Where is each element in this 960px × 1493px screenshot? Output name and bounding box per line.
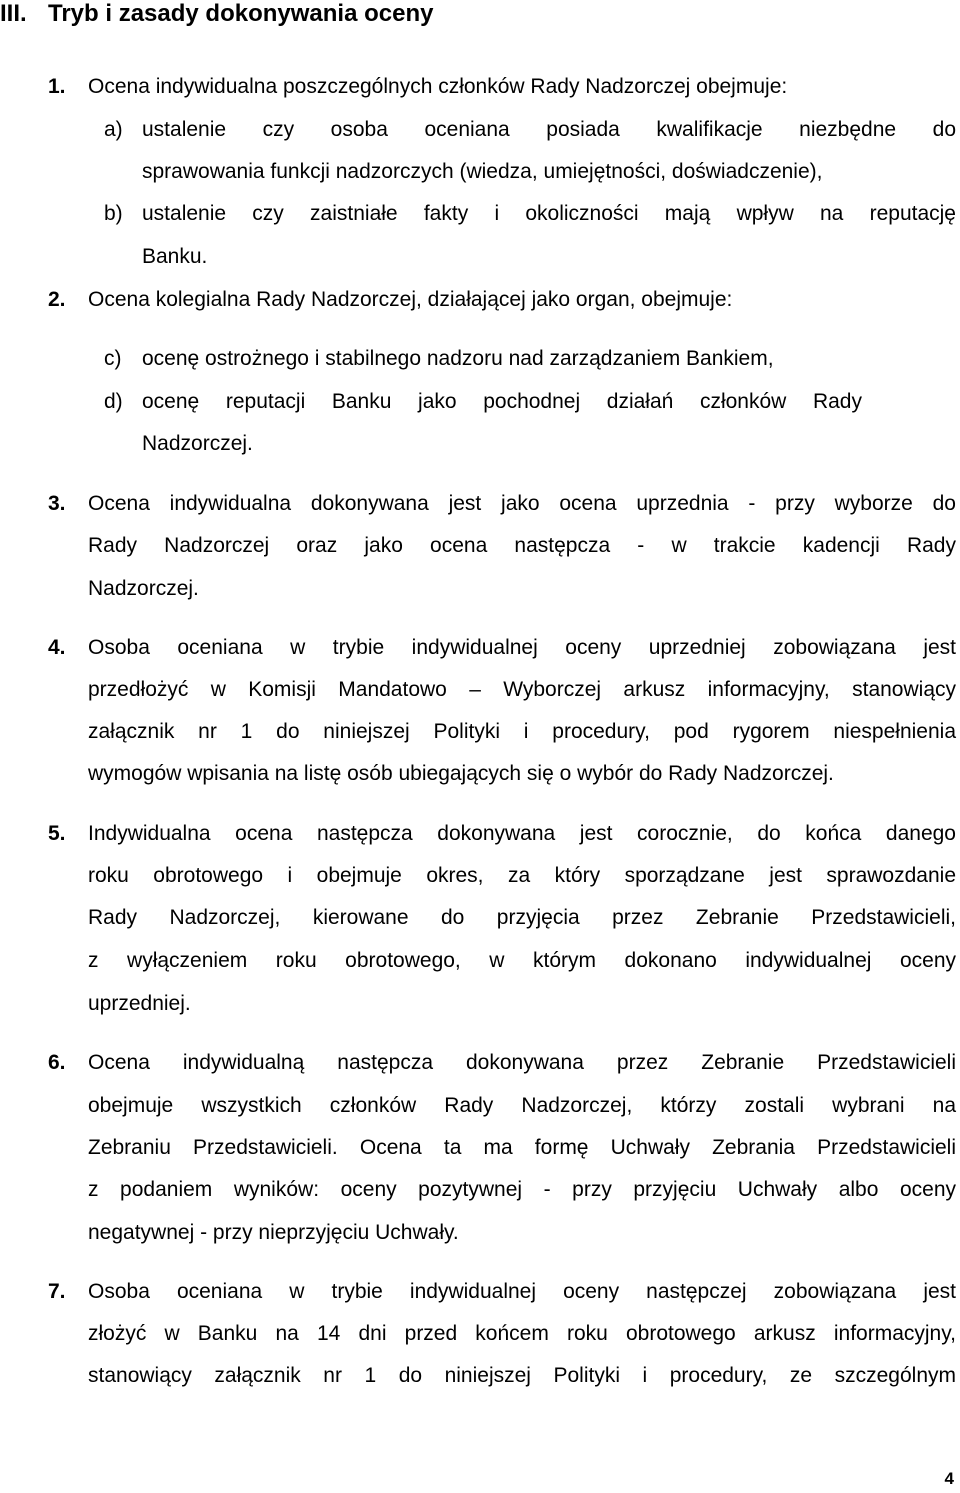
item-text-line: Ocena indywidualna dokonywana jest jako ocena uprzednia - przy wyborze do [88, 492, 956, 515]
subitem-text-line: ocenę ostrożnego i stabilnego nadzoru nad zarządzaniem Bankiem, [142, 347, 774, 370]
item-text-line: Zebraniu Przedstawicieli. Ocena ta ma formę Uchwały Zebrania Przedstawicieli [88, 1136, 956, 1159]
subitem-text-line: ustalenie czy osoba oceniana posiada kwalifikacje niezbędne do [142, 118, 956, 141]
item-text-line: Ocena indywidualna poszczególnych członków Rady Nadzorczej obejmuje: [88, 75, 788, 98]
subitem-text-line: Nadzorczej. [142, 432, 253, 455]
item-text-line: Rady Nadzorczej, kierowane do przyjęcia przez Zebranie Przedstawicieli, [88, 906, 956, 929]
item-text-line: uprzedniej. [88, 992, 191, 1015]
item-text-line: roku obrotowego i obejmuje okres, za który sporządzane jest sprawozdanie [88, 864, 956, 887]
item-text-line: wymogów wpisania na listę osób ubiegających się o wybór do Rady Nadzorczej. [88, 762, 834, 785]
item-text-line: stanowiący załącznik nr 1 do niniejszej Polityki i procedury, ze szczególnym [88, 1364, 956, 1387]
subitem-text-line: Banku. [142, 245, 208, 268]
item-text-line: Indywidualna ocena następcza dokonywana jest corocznie, do końca danego [88, 822, 956, 845]
item-number: 3. [48, 492, 66, 515]
page-number: 4 [944, 1469, 954, 1488]
item-number: 2. [48, 288, 66, 311]
item-number: 5. [48, 822, 66, 845]
item-text-line: Ocena indywidualną następcza dokonywana przez Zebranie Przedstawicieli [88, 1051, 956, 1074]
item-text-line: przedłożyć w Komisji Mandatowo – Wyborczej arkusz informacyjny, stanowiący [88, 678, 956, 701]
item-number: 6. [48, 1051, 66, 1074]
subitem-letter: d) [104, 390, 123, 413]
item-text-line: złożyć w Banku na 14 dni przed końcem roku obrotowego arkusz informacyjny, [88, 1322, 956, 1345]
item-text-line: Rady Nadzorczej oraz jako ocena następcza - w trakcie kadencji Rady [88, 534, 956, 557]
section-title: Tryb i zasady dokonywania oceny [48, 0, 434, 27]
subitem-text-line: sprawowania funkcji nadzorczych (wiedza, umiejętności, doświadczenie), [142, 160, 823, 183]
item-text-line: z wyłączeniem roku obrotowego, w którym dokonano indywidualnej oceny [88, 949, 956, 972]
item-number: 4. [48, 636, 66, 659]
subitem-letter: b) [104, 202, 123, 225]
item-text-line: negatywnej - przy nieprzyjęciu Uchwały. [88, 1221, 459, 1244]
subitem-letter: a) [104, 118, 123, 141]
subitem-text-line: ocenę reputacji Banku jako pochodnej działań członków Rady [142, 390, 862, 413]
item-text-line: Osoba oceniana w trybie indywidualnej oceny następczej zobowiązana jest [88, 1280, 956, 1303]
item-text-line: załącznik nr 1 do niniejszej Polityki i procedury, pod rygorem niespełnienia [88, 720, 956, 743]
item-text-line: Nadzorczej. [88, 577, 199, 600]
item-text-line: Ocena kolegialna Rady Nadzorczej, działającej jako organ, obejmuje: [88, 288, 733, 311]
item-text-line: Osoba oceniana w trybie indywidualnej oceny uprzedniej zobowiązana jest [88, 636, 956, 659]
item-text-line: z podaniem wyników: oceny pozytywnej - przy przyjęciu Uchwały albo oceny [88, 1178, 956, 1201]
item-number: 7. [48, 1280, 66, 1303]
section-heading [0, 0, 433, 28]
item-number: 1. [48, 75, 66, 98]
item-text-line: obejmuje wszystkich członków Rady Nadzorczej, którzy zostali wybrani na [88, 1094, 956, 1117]
section-number: III. [0, 0, 27, 27]
subitem-letter: c) [104, 347, 122, 370]
subitem-text-line: ustalenie czy zaistniałe fakty i okoliczności mają wpływ na reputację [142, 202, 956, 225]
